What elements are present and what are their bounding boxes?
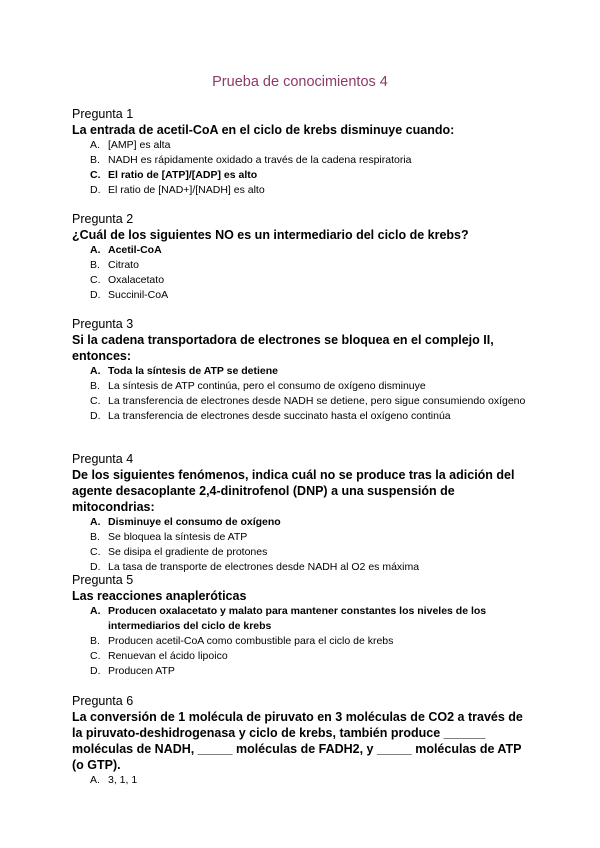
answer-option-a xyxy=(72,604,532,634)
answer-options xyxy=(72,515,532,575)
option-letter: D. xyxy=(90,410,101,422)
answer-option-a xyxy=(72,364,532,379)
question-label: Pregunta 4 xyxy=(72,452,134,466)
answer-options xyxy=(72,243,532,303)
question-text: De los siguientes fenómenos, indica cuál no se produce tras la adición del agente desacoplante 2,4-dinitrofenol (DNP) a una suspensión de mitocondrias: xyxy=(72,468,515,514)
answer-option-c xyxy=(72,545,532,560)
page-title: Prueba de conocimientos 4 xyxy=(212,74,388,90)
question-label: Pregunta 2 xyxy=(72,212,134,226)
answer-option-a xyxy=(72,243,532,258)
question-label: Pregunta 1 xyxy=(72,107,134,121)
question-label: Pregunta 6 xyxy=(72,694,134,708)
question-text: La conversión de 1 molécula de piruvato en 3 moléculas de CO2 a través de la piruvato-deshidrogenasa y ciclo de krebs, también produce ______ moléculas de NADH, _____ moléculas de FADH2, y _____ moléculas de ATP (o GTP). xyxy=(72,710,523,772)
option-letter: C. xyxy=(90,395,101,407)
option-letter: C. xyxy=(90,546,101,558)
question-text: Las reacciones anapleróticas xyxy=(72,589,247,603)
option-text: El ratio de [ATP]/[ADP] es alto xyxy=(108,169,258,181)
answer-option-c xyxy=(72,273,532,288)
option-letter: A. xyxy=(90,139,100,151)
question-text: La entrada de acetil-CoA en el ciclo de krebs disminuye cuando: xyxy=(72,123,455,137)
option-text: Se disipa el gradiente de protones xyxy=(108,546,268,558)
question-text: Si la cadena transportadora de electrones se bloquea en el complejo II, entonces: xyxy=(72,333,494,363)
answer-option-d xyxy=(72,664,532,679)
question-5 xyxy=(72,572,532,679)
answer-option-c xyxy=(72,394,532,409)
option-text: Oxalacetato xyxy=(108,274,165,286)
question-4 xyxy=(72,451,532,575)
option-text: La síntesis de ATP continúa, pero el consumo de oxígeno disminuye xyxy=(108,380,426,392)
option-text: Disminuye el consumo de oxígeno xyxy=(108,516,281,528)
option-letter: C. xyxy=(90,169,101,181)
answer-options xyxy=(72,364,532,424)
option-text: Se bloquea la síntesis de ATP xyxy=(108,531,248,543)
option-letter: B. xyxy=(90,259,100,271)
question-1 xyxy=(72,106,532,198)
answer-options xyxy=(72,604,532,679)
question-text: ¿Cuál de los siguientes NO es un intermediario del ciclo de krebs? xyxy=(72,228,469,242)
option-text: El ratio de [NAD+]/[NADH] es alto xyxy=(108,184,265,196)
option-letter: A. xyxy=(90,516,101,528)
option-text: Producen acetil-CoA como combustible para el ciclo de krebs xyxy=(108,635,394,647)
option-text: 3, 1, 1 xyxy=(108,774,138,786)
option-text: Citrato xyxy=(108,259,139,271)
option-letter: C. xyxy=(90,274,101,286)
answer-option-b xyxy=(72,258,532,273)
option-letter: B. xyxy=(90,635,100,647)
option-text: La tasa de transporte de electrones desde NADH al O2 es máxima xyxy=(108,561,420,573)
question-label: Pregunta 5 xyxy=(72,573,134,587)
answer-option-b xyxy=(72,379,532,394)
option-text: Succinil-CoA xyxy=(108,289,169,301)
answer-option-d xyxy=(72,409,532,424)
option-text: Producen ATP xyxy=(108,665,175,677)
question-6 xyxy=(72,693,532,788)
option-letter: C. xyxy=(90,650,101,662)
answer-options xyxy=(72,138,532,198)
answer-option-c xyxy=(72,649,532,664)
answer-option-b xyxy=(72,530,532,545)
question-label: Pregunta 3 xyxy=(72,317,134,331)
answer-option-d xyxy=(72,183,532,198)
option-letter: B. xyxy=(90,531,100,543)
option-letter: D. xyxy=(90,665,101,677)
option-text: NADH es rápidamente oxidado a través de la cadena respiratoria xyxy=(108,154,412,166)
option-letter: B. xyxy=(90,154,100,166)
option-letter: A. xyxy=(90,244,101,256)
answer-option-a xyxy=(72,773,532,788)
option-text: La transferencia de electrones desde succinato hasta el oxígeno continúa xyxy=(108,410,451,422)
option-letter: B. xyxy=(90,380,100,392)
answer-option-b xyxy=(72,634,532,649)
answer-option-d xyxy=(72,288,532,303)
option-letter: A. xyxy=(90,605,101,617)
option-letter: D. xyxy=(90,289,101,301)
question-3 xyxy=(72,316,532,424)
option-letter: D. xyxy=(90,561,101,573)
question-2 xyxy=(72,211,532,303)
answer-option-c xyxy=(72,168,532,183)
option-text: La transferencia de electrones desde NADH se detiene, pero sigue consumiendo oxígeno xyxy=(108,395,526,407)
option-text: Renuevan el ácido lipoico xyxy=(108,650,228,662)
answer-option-b xyxy=(72,153,532,168)
option-letter: A. xyxy=(90,365,101,377)
answer-options xyxy=(72,773,532,788)
option-text: Acetil-CoA xyxy=(108,244,162,256)
answer-option-a xyxy=(72,515,532,530)
option-text: [AMP] es alta xyxy=(108,139,171,151)
answer-option-a xyxy=(72,138,532,153)
option-letter: D. xyxy=(90,184,101,196)
option-text: Toda la síntesis de ATP se detiene xyxy=(108,365,278,377)
option-text: Producen oxalacetato y malato para mantener constantes los niveles de los intermediarios del ciclo de krebs xyxy=(108,605,487,632)
option-letter: A. xyxy=(90,774,100,786)
